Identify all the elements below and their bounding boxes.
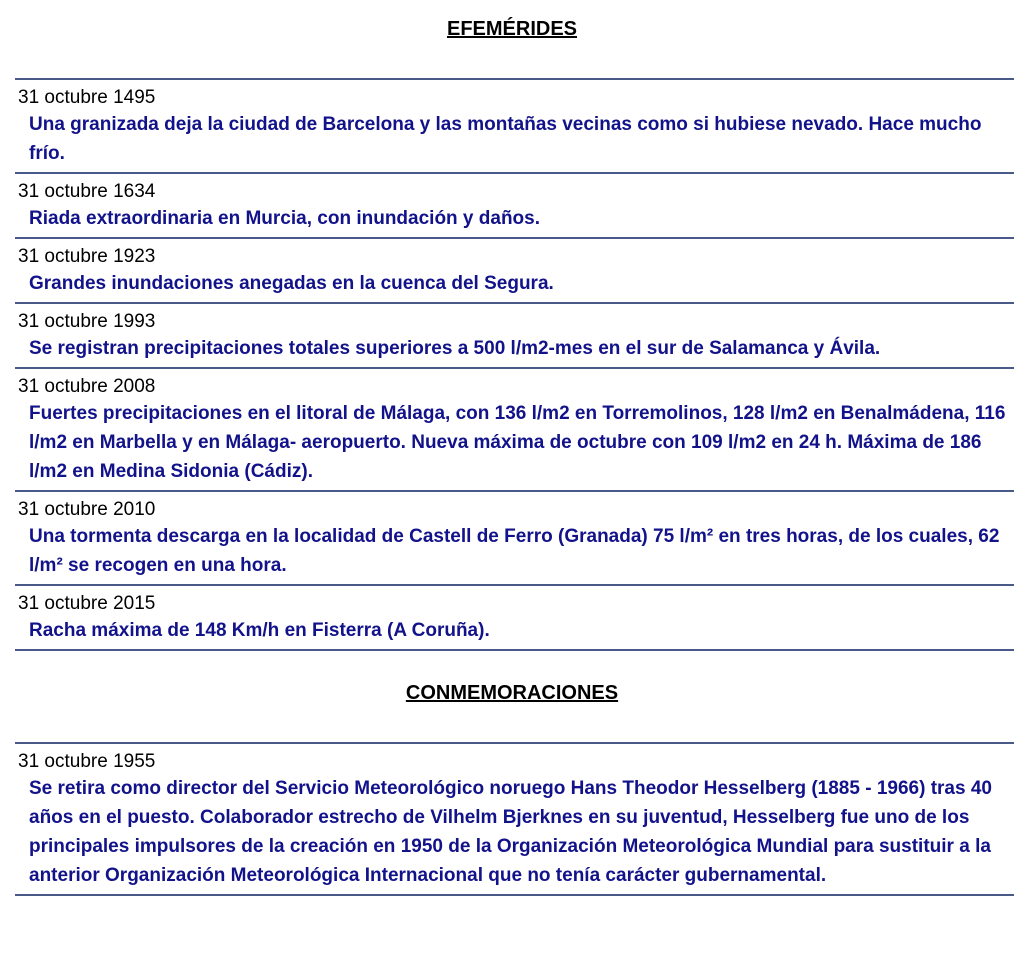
entry-date: 31 octubre 1955 [18, 751, 156, 772]
entry-date: 31 octubre 2015 [18, 593, 156, 614]
entry-text: Una granizada deja la ciudad de Barcelona y las montañas vecinas como si hubiese nevado. Hace mucho frío. [29, 114, 982, 164]
list-item [15, 584, 1014, 651]
entry-text: Se registran precipitaciones totales superiores a 500 l/m2-mes en el sur de Salamanca y Ávila. [29, 338, 881, 359]
efemerides-title: EFEMÉRIDES [446, 18, 578, 40]
list-item [15, 742, 1014, 896]
entry-text: Grandes inundaciones anegadas en la cuenca del Segura. [29, 273, 554, 294]
conmemoraciones-title: CONMEMORACIONES [405, 682, 619, 704]
entry-text: Racha máxima de 148 Km/h en Fisterra (A Coruña). [29, 620, 490, 641]
entry-text: Fuertes precipitaciones en el litoral de Málaga, con 136 l/m2 en Torremolinos, 128 l/m2 en Benalmádena, 116 l/m2 en Marbella y en Málaga- aeropuerto. Nueva máxima de octubre con 109 l/m2 en 24 h. Máxima de 186 l/m2 en Medina Sidonia (Cádiz). [29, 403, 1006, 482]
entry-date: 31 octubre 1634 [18, 181, 156, 202]
entry-date: 31 octubre 2010 [18, 499, 156, 520]
list-item [15, 367, 1014, 490]
entry-text: Se retira como director del Servicio Meteorológico noruego Hans Theodor Hesselberg (1885 - 1966) tras 40 años en el puesto. Colaborador estrecho de Vilhelm Bjerknes en su juventud, Hesselberg fue uno de los principales impulsores de la creación en 1950 de la Organización Meteorológica Mundial para sustituir a la anterior Organización Meteorológica Internacional que no tenía carácter gubernamental. [29, 778, 992, 886]
conmemoraciones-list [15, 742, 1014, 896]
list-item [15, 172, 1014, 237]
entry-date: 31 octubre 1495 [18, 87, 156, 108]
list-item [15, 490, 1014, 584]
list-item [15, 302, 1014, 367]
entry-text: Riada extraordinaria en Murcia, con inundación y daños. [29, 208, 541, 229]
entry-text: Una tormenta descarga en la localidad de Castell de Ferro (Granada) 75 l/m² en tres horas, de los cuales, 62 l/m² se recogen en una hora. [29, 526, 1000, 576]
efemerides-list [15, 78, 1014, 651]
entry-date: 31 octubre 2008 [18, 376, 156, 397]
list-item [15, 237, 1014, 302]
list-item [15, 78, 1014, 172]
entry-date: 31 octubre 1993 [18, 311, 156, 332]
entry-date: 31 octubre 1923 [18, 246, 156, 267]
